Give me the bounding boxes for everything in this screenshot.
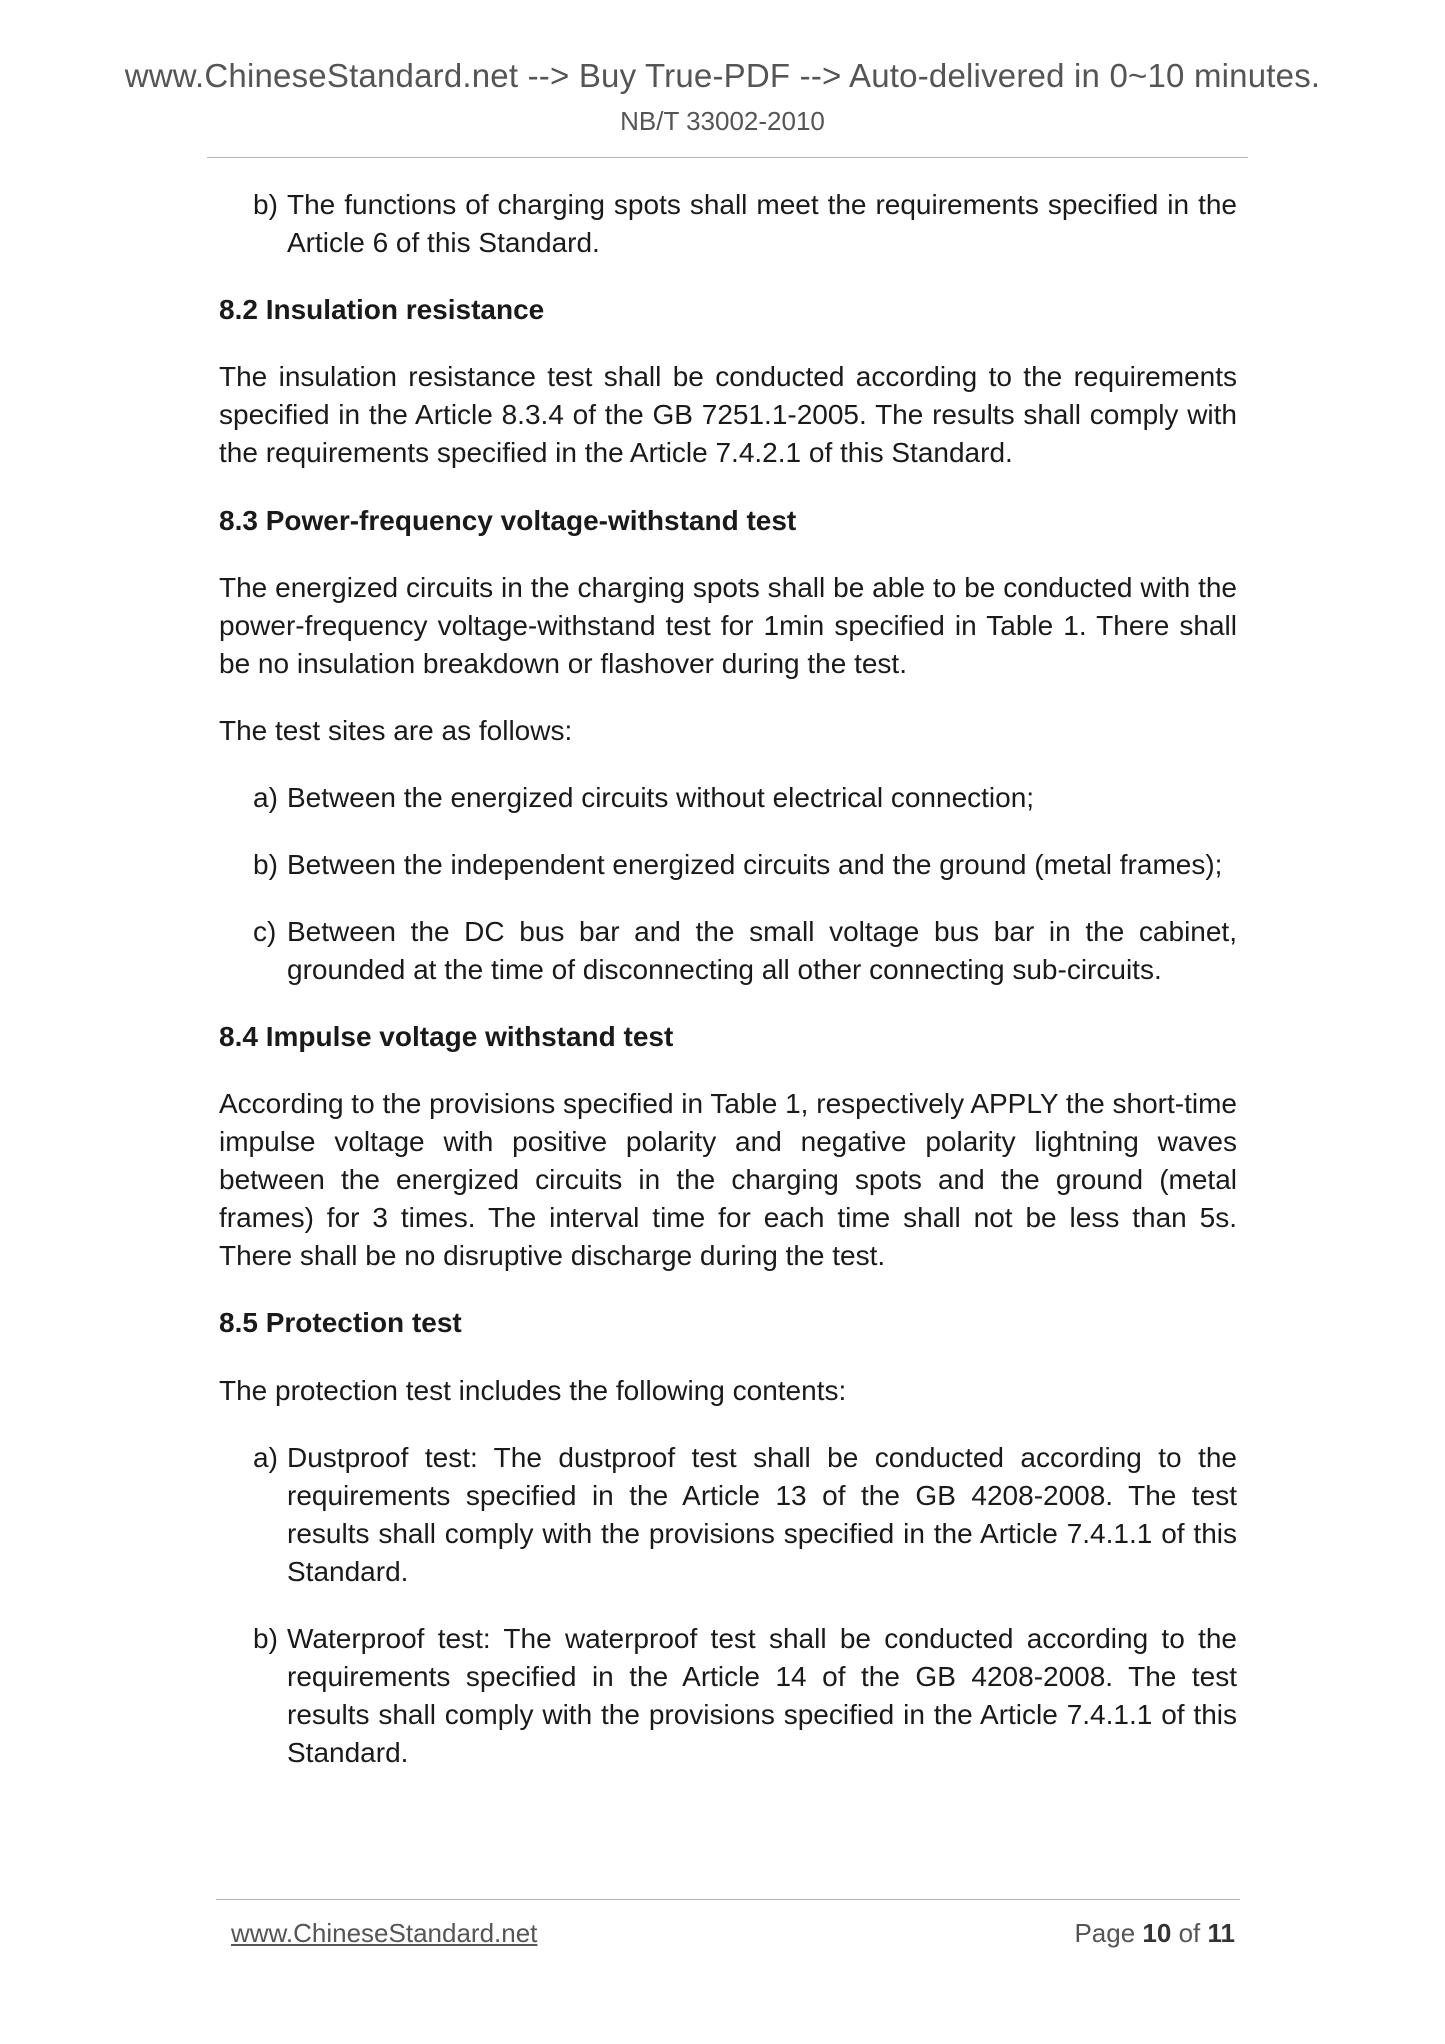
document-body [219,186,1237,1772]
page-number [1074,1917,1235,1949]
list-item-text: Between the DC bus bar and the small voltage bus bar in the cabinet, grounded at the time of disconnecting all other connecting sub-circuits. [287,916,1237,985]
footer-website-link[interactable]: www.ChineseStandard.net [231,1918,538,1948]
section-body-8-2: The insulation resistance test shall be conducted according to the requirements specified in the Article 8.3.4 of the GB 7251.1-2005. The results shall comply with the requirements specified in the Article 7.4.2.1 of this Standard. [219,361,1237,468]
section-body-8-4: According to the provisions specified in Table 1, respectively APPLY the short-time impulse voltage with positive polarity and negative polarity lightning waves between the energized circuits in the charging spots and the ground (metal frames) for 3 times. The interval time for each time shall not be less than 5s. There shall be no disruptive discharge during the test. [219,1088,1237,1271]
section-heading-8-2: 8.2 Insulation resistance [219,294,545,325]
list-item-text: The functions of charging spots shall meet the requirements specified in the Article 6 of this Standard. [287,189,1237,258]
list-item [219,846,1237,884]
page-of: of [1178,1918,1201,1948]
section-intro-8-3: The test sites are as follows: [219,715,573,746]
list-item [219,186,1237,262]
section-intro-8-5: The protection test includes the following contents: [219,1375,847,1406]
list-item-text: Between the independent energized circuits and the ground (metal frames); [287,849,1223,880]
page-label: Page [1074,1918,1136,1948]
header-banner: www.ChineseStandard.net --> Buy True-PDF --> Auto-delivered in 0~10 minutes. [124,57,1321,94]
list-marker: b) [253,1623,278,1654]
list-marker: b) [253,849,278,880]
list-item-text: Dustproof test: The dustproof test shall be conducted according to the requirements specified in the Article 13 of the GB 4208-2008. The test results shall comply with the provisions specified in the Article 7.4.1.1 of this Standard. [287,1442,1237,1587]
list-item [219,913,1237,989]
list-item-text: Waterproof test: The waterproof test shall be conducted according to the requirements specified in the Article 14 of the GB 4208-2008. The test results shall comply with the provisions specified in the Article 7.4.1.1 of this Standard. [287,1623,1237,1768]
list-item [219,1439,1237,1591]
list-item-text: Between the energized circuits without electrical connection; [287,782,1035,813]
footer-divider [216,1899,1240,1900]
header-divider [207,157,1248,158]
list-marker: b) [253,189,278,220]
section-heading-8-4: 8.4 Impulse voltage withstand test [219,1021,674,1052]
list-item [219,1620,1237,1772]
section-body-8-3: The energized circuits in the charging spots shall be able to be conducted with the power-frequency voltage-withstand test for 1min specified in Table 1. There shall be no insulation breakdown or flashover during the test. [219,572,1237,679]
list-marker: c) [253,916,277,947]
list-item [219,779,1237,817]
section-heading-8-5: 8.5 Protection test [219,1307,462,1338]
standard-code: NB/T 33002-2010 [620,106,825,136]
list-marker: a) [253,782,278,813]
page-total: 11 [1207,1918,1235,1948]
page-current: 10 [1142,1918,1172,1948]
section-heading-8-3: 8.3 Power-frequency voltage-withstand test [219,505,797,536]
list-marker: a) [253,1442,278,1473]
